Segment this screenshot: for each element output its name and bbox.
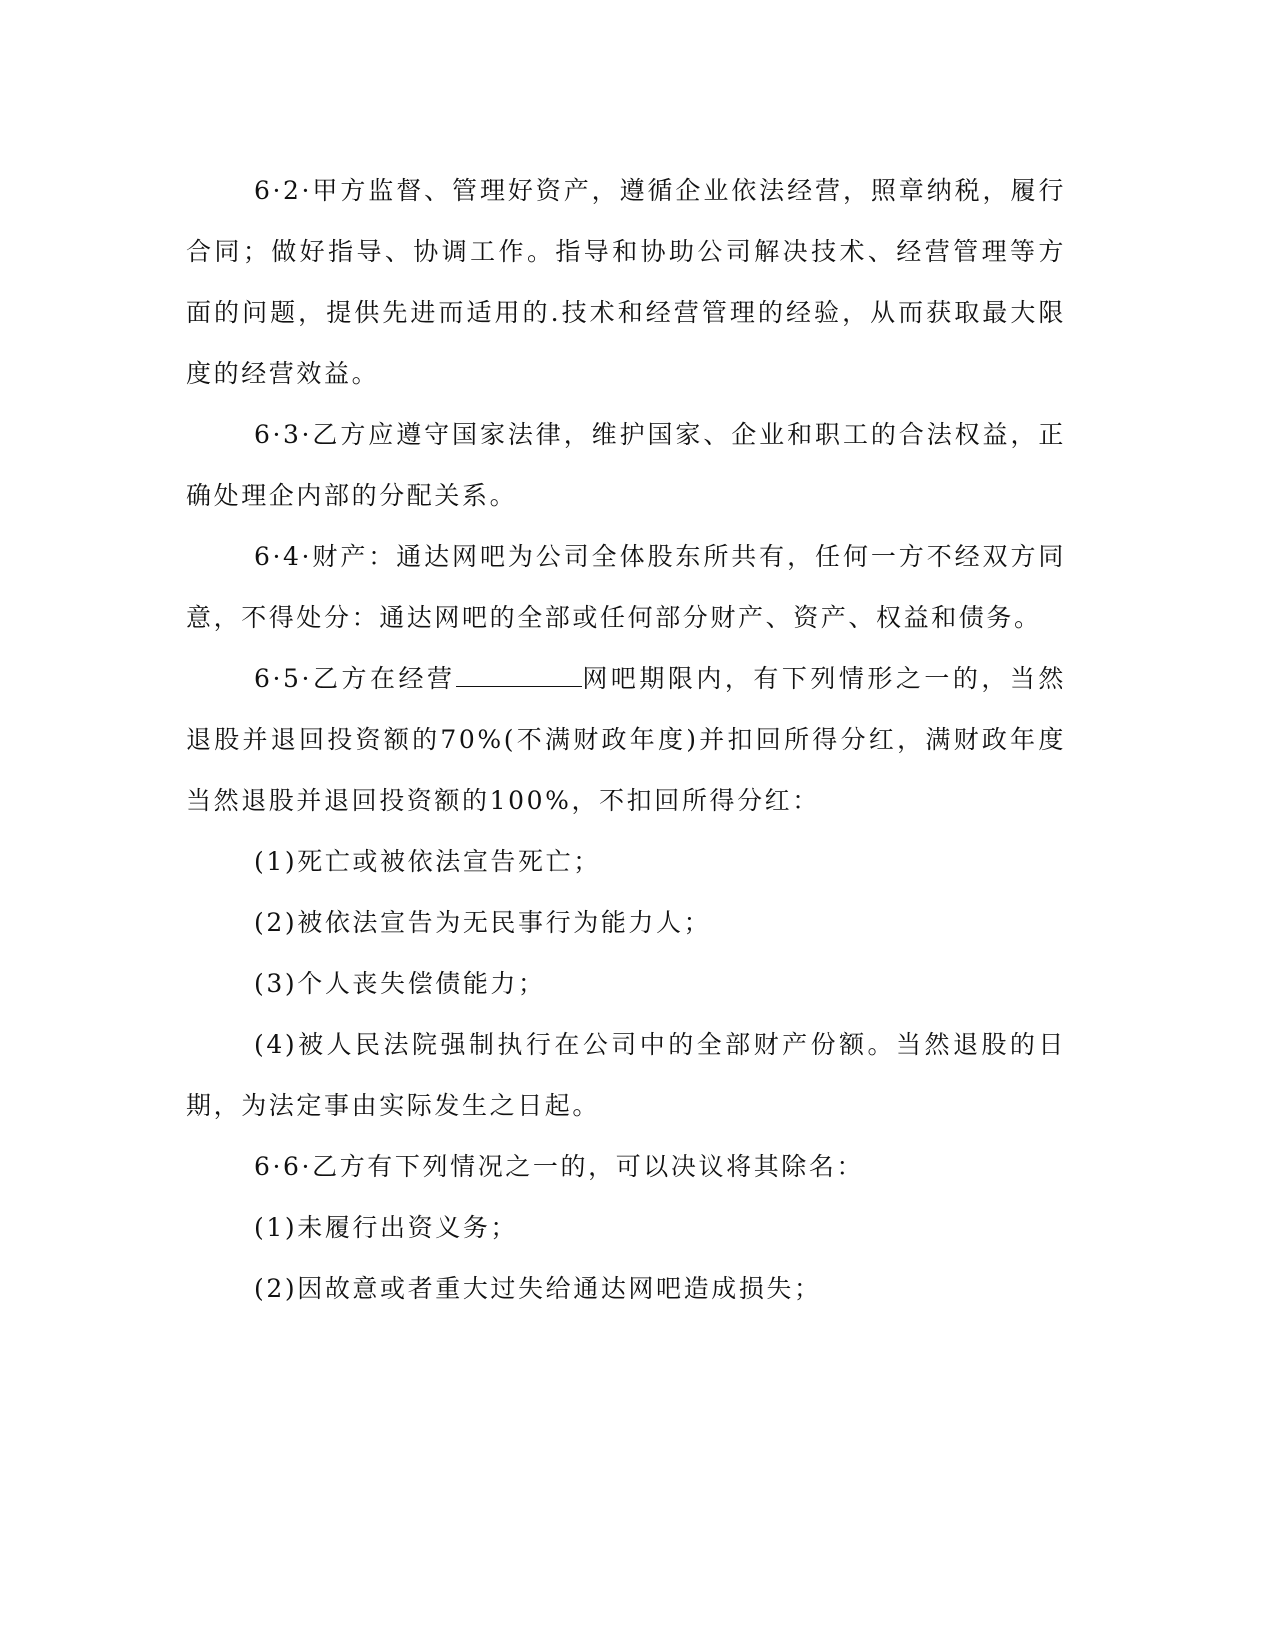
clause-6-5-item-2: (2)被依法宣告为无民事行为能力人； xyxy=(254,908,712,937)
document-body xyxy=(186,160,1066,1319)
clause-6-6-item-2: (2)因故意或者重大过失给通达网吧造成损失； xyxy=(254,1274,822,1303)
clause-6-5-item-3: (3)个人丧失偿债能力； xyxy=(254,969,546,998)
clause-6-5-body: 网吧期限内，有下列情形之一的，当然退股并退回投资额的70%(不满财政年度)并扣回所得分红，满财政年度当然退股并退回投资额的100%，不扣回所得分红： xyxy=(186,664,1067,815)
clause-6-3: 6·3·乙方应遵守国家法律，维护国家、企业和职工的合法权益，正确处理企内部的分配关系。 xyxy=(186,420,1066,510)
fill-in-blank xyxy=(456,664,582,687)
clause-6-4: 6·4·财产：通达网吧为公司全体股东所共有，任何一方不经双方同意，不得处分：通达网吧的全部或任何部分财产、资产、权益和债务。 xyxy=(186,542,1066,632)
clause-6-5-item-1: (1)死亡或被依法宣告死亡； xyxy=(254,847,601,876)
clause-6-2: 6·2·甲方监督、管理好资产，遵循企业依法经营，照章纳税，履行合同；做好指导、协调工作。指导和协助公司解决技术、经营管理等方面的问题，提供先进而适用的.技术和经营管理的经验，从而获取最大限度的经营效益。 xyxy=(186,176,1066,388)
clause-6-5-lead: 6·5·乙方在经营 xyxy=(254,664,456,693)
clause-6-6: 6·6·乙方有下列情况之一的，可以决议将其除名： xyxy=(254,1152,865,1181)
clause-6-5 xyxy=(186,648,1066,831)
clause-6-6-item-1: (1)未履行出资义务； xyxy=(254,1213,519,1242)
clause-6-5-item-4: (4)被人民法院强制执行在公司中的全部财产份额。当然退股的日期，为法定事由实际发生之日起。 xyxy=(186,1030,1066,1120)
